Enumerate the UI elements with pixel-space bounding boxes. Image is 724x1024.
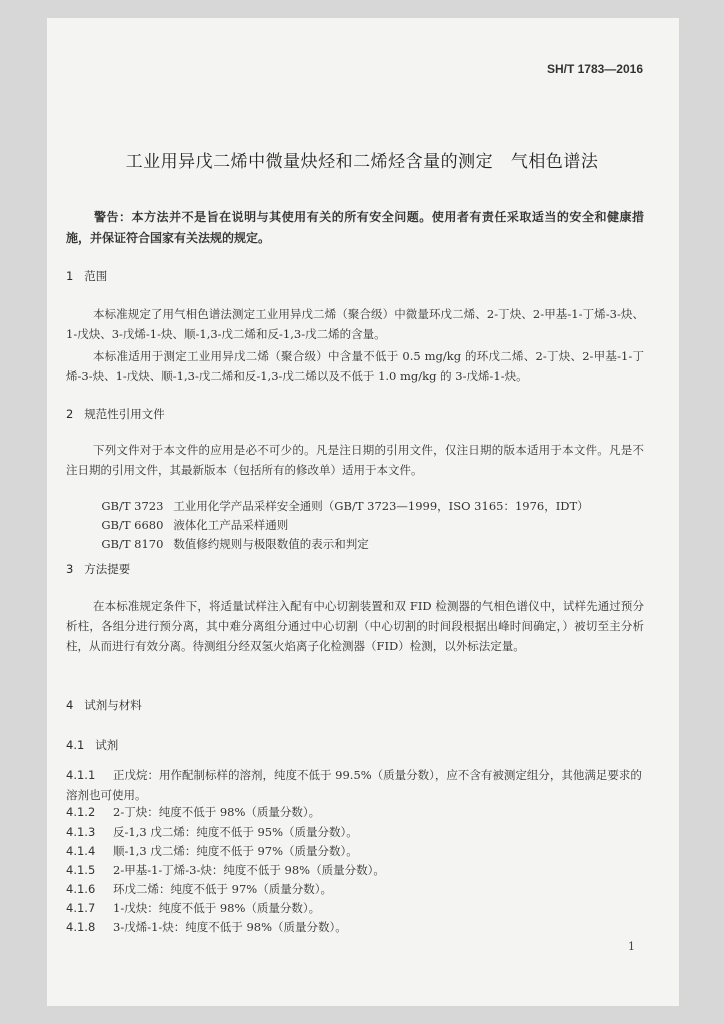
reference-item <box>94 522 369 552</box>
reference-code: GB/T 8170 <box>101 537 164 551</box>
reagent-item <box>66 917 644 937</box>
warning-paragraph: 警告：本方法并不是旨在说明与其使用有关的所有安全问题。使用者有责任采取适当的安全和健康措施，并保证符合国家有关法规的规定。 <box>66 210 644 245</box>
reference-code: GB/T 6680 <box>101 518 164 532</box>
reagent-text: 顺-1,3 戊二烯：纯度不低于 97%（质量分数）。 <box>113 844 358 858</box>
reagent-item <box>66 765 644 805</box>
reagent-item <box>66 860 644 880</box>
reference-code: GB/T 3723 <box>101 499 164 513</box>
reference-title: 工业用化学产品采样安全通则（GB/T 3723—1999，ISO 3165：1976，IDT） <box>173 499 589 513</box>
reagent-text: 1-戊炔：纯度不低于 98%（质量分数）。 <box>113 901 321 915</box>
section-1-paragraph: 本标准适用于测定工业用异戊二烯（聚合级）中含量不低于 0.5 mg/kg 的环戊二烯、2-丁炔、2-甲基-1-丁烯-3-炔、1-戊炔、顺-1,3-戊二烯和反-1,3-戊二烯以及不低于 1.0 mg/kg 的 3-戊烯-1-炔。 <box>66 349 644 383</box>
reagent-text: 2-甲基-1-丁烯-3-炔：纯度不低于 98%（质量分数）。 <box>113 863 385 877</box>
reference-title: 数值修约规则与极限数值的表示和判定 <box>173 537 369 551</box>
section-2-heading: 2 规范性引用文件 <box>66 407 165 421</box>
reagent-item <box>66 898 644 918</box>
section-2-paragraph: 下列文件对于本文件的应用是必不可少的。凡是注日期的引用文件，仅注日期的版本适用于本文件。凡是不注日期的引用文件，其最新版本（包括所有的修改单）适用于本文件。 <box>66 443 644 477</box>
reagent-text: 3-戊烯-1-炔：纯度不低于 98%（质量分数）。 <box>113 920 347 934</box>
reagent-number: 4.1.6 <box>66 882 96 896</box>
section-1-heading: 1 范围 <box>66 269 108 283</box>
reference-title: 液体化工产品采样通则 <box>173 518 289 532</box>
reagent-item <box>66 802 644 822</box>
reagent-number: 4.1.5 <box>66 863 96 877</box>
reagent-number: 4.1.7 <box>66 901 96 915</box>
reagent-number: 4.1.4 <box>66 844 96 858</box>
section-1-paragraph: 本标准规定了用气相色谱法测定工业用异戊二烯（聚合级）中微量环戊二烯、2-丁炔、2-甲基-1-丁烯-3-炔、1-戊炔、3-戊烯-1-炔、顺-1,3-戊二烯和反-1,3-戊二烯的含量。 <box>66 307 644 341</box>
reagent-item <box>66 841 644 861</box>
reagent-number: 4.1.1 <box>66 768 96 782</box>
page-number: 1 <box>628 940 635 953</box>
section-3-paragraph: 在本标准规定条件下，将适量试样注入配有中心切割装置和双 FID 检测器的气相色谱仪中，试样先通过预分析柱，各组分进行预分离，其中难分离组分通过中心切割（中心切割的时间段根据出峰时间确定，）被切至主分析柱，从而进行有效分离。待测组分经双氢火焰离子化检测器（FID）检测，以外标法定量。 <box>66 599 644 653</box>
reagent-item <box>66 879 644 899</box>
reagent-text: 2-丁炔：纯度不低于 98%（质量分数）。 <box>113 805 321 819</box>
reagent-item <box>66 822 644 842</box>
reagent-text: 正戊烷：用作配制标样的溶剂，纯度不低于 99.5%（质量分数），应不含有被测定组分，其他满足要求的溶剂也可使用。 <box>66 768 642 802</box>
section-3-heading: 3 方法提要 <box>66 562 131 576</box>
subsection-4-1-heading: 4.1 试剂 <box>66 738 119 752</box>
document-title: 工业用异戊二烯中微量炔烃和二烯烃含量的测定 气相色谱法 <box>125 152 599 172</box>
reagent-text: 反-1,3 戊二烯：纯度不低于 95%（质量分数）。 <box>113 825 358 839</box>
reagent-number: 4.1.3 <box>66 825 96 839</box>
section-4-heading: 4 试剂与材料 <box>66 698 142 712</box>
reagent-number: 4.1.8 <box>66 920 96 934</box>
reagent-text: 环戊二烯：纯度不低于 97%（质量分数）。 <box>113 882 332 896</box>
standard-code: SH/T 1783—2016 <box>546 62 643 76</box>
reagent-number: 4.1.2 <box>66 805 96 819</box>
